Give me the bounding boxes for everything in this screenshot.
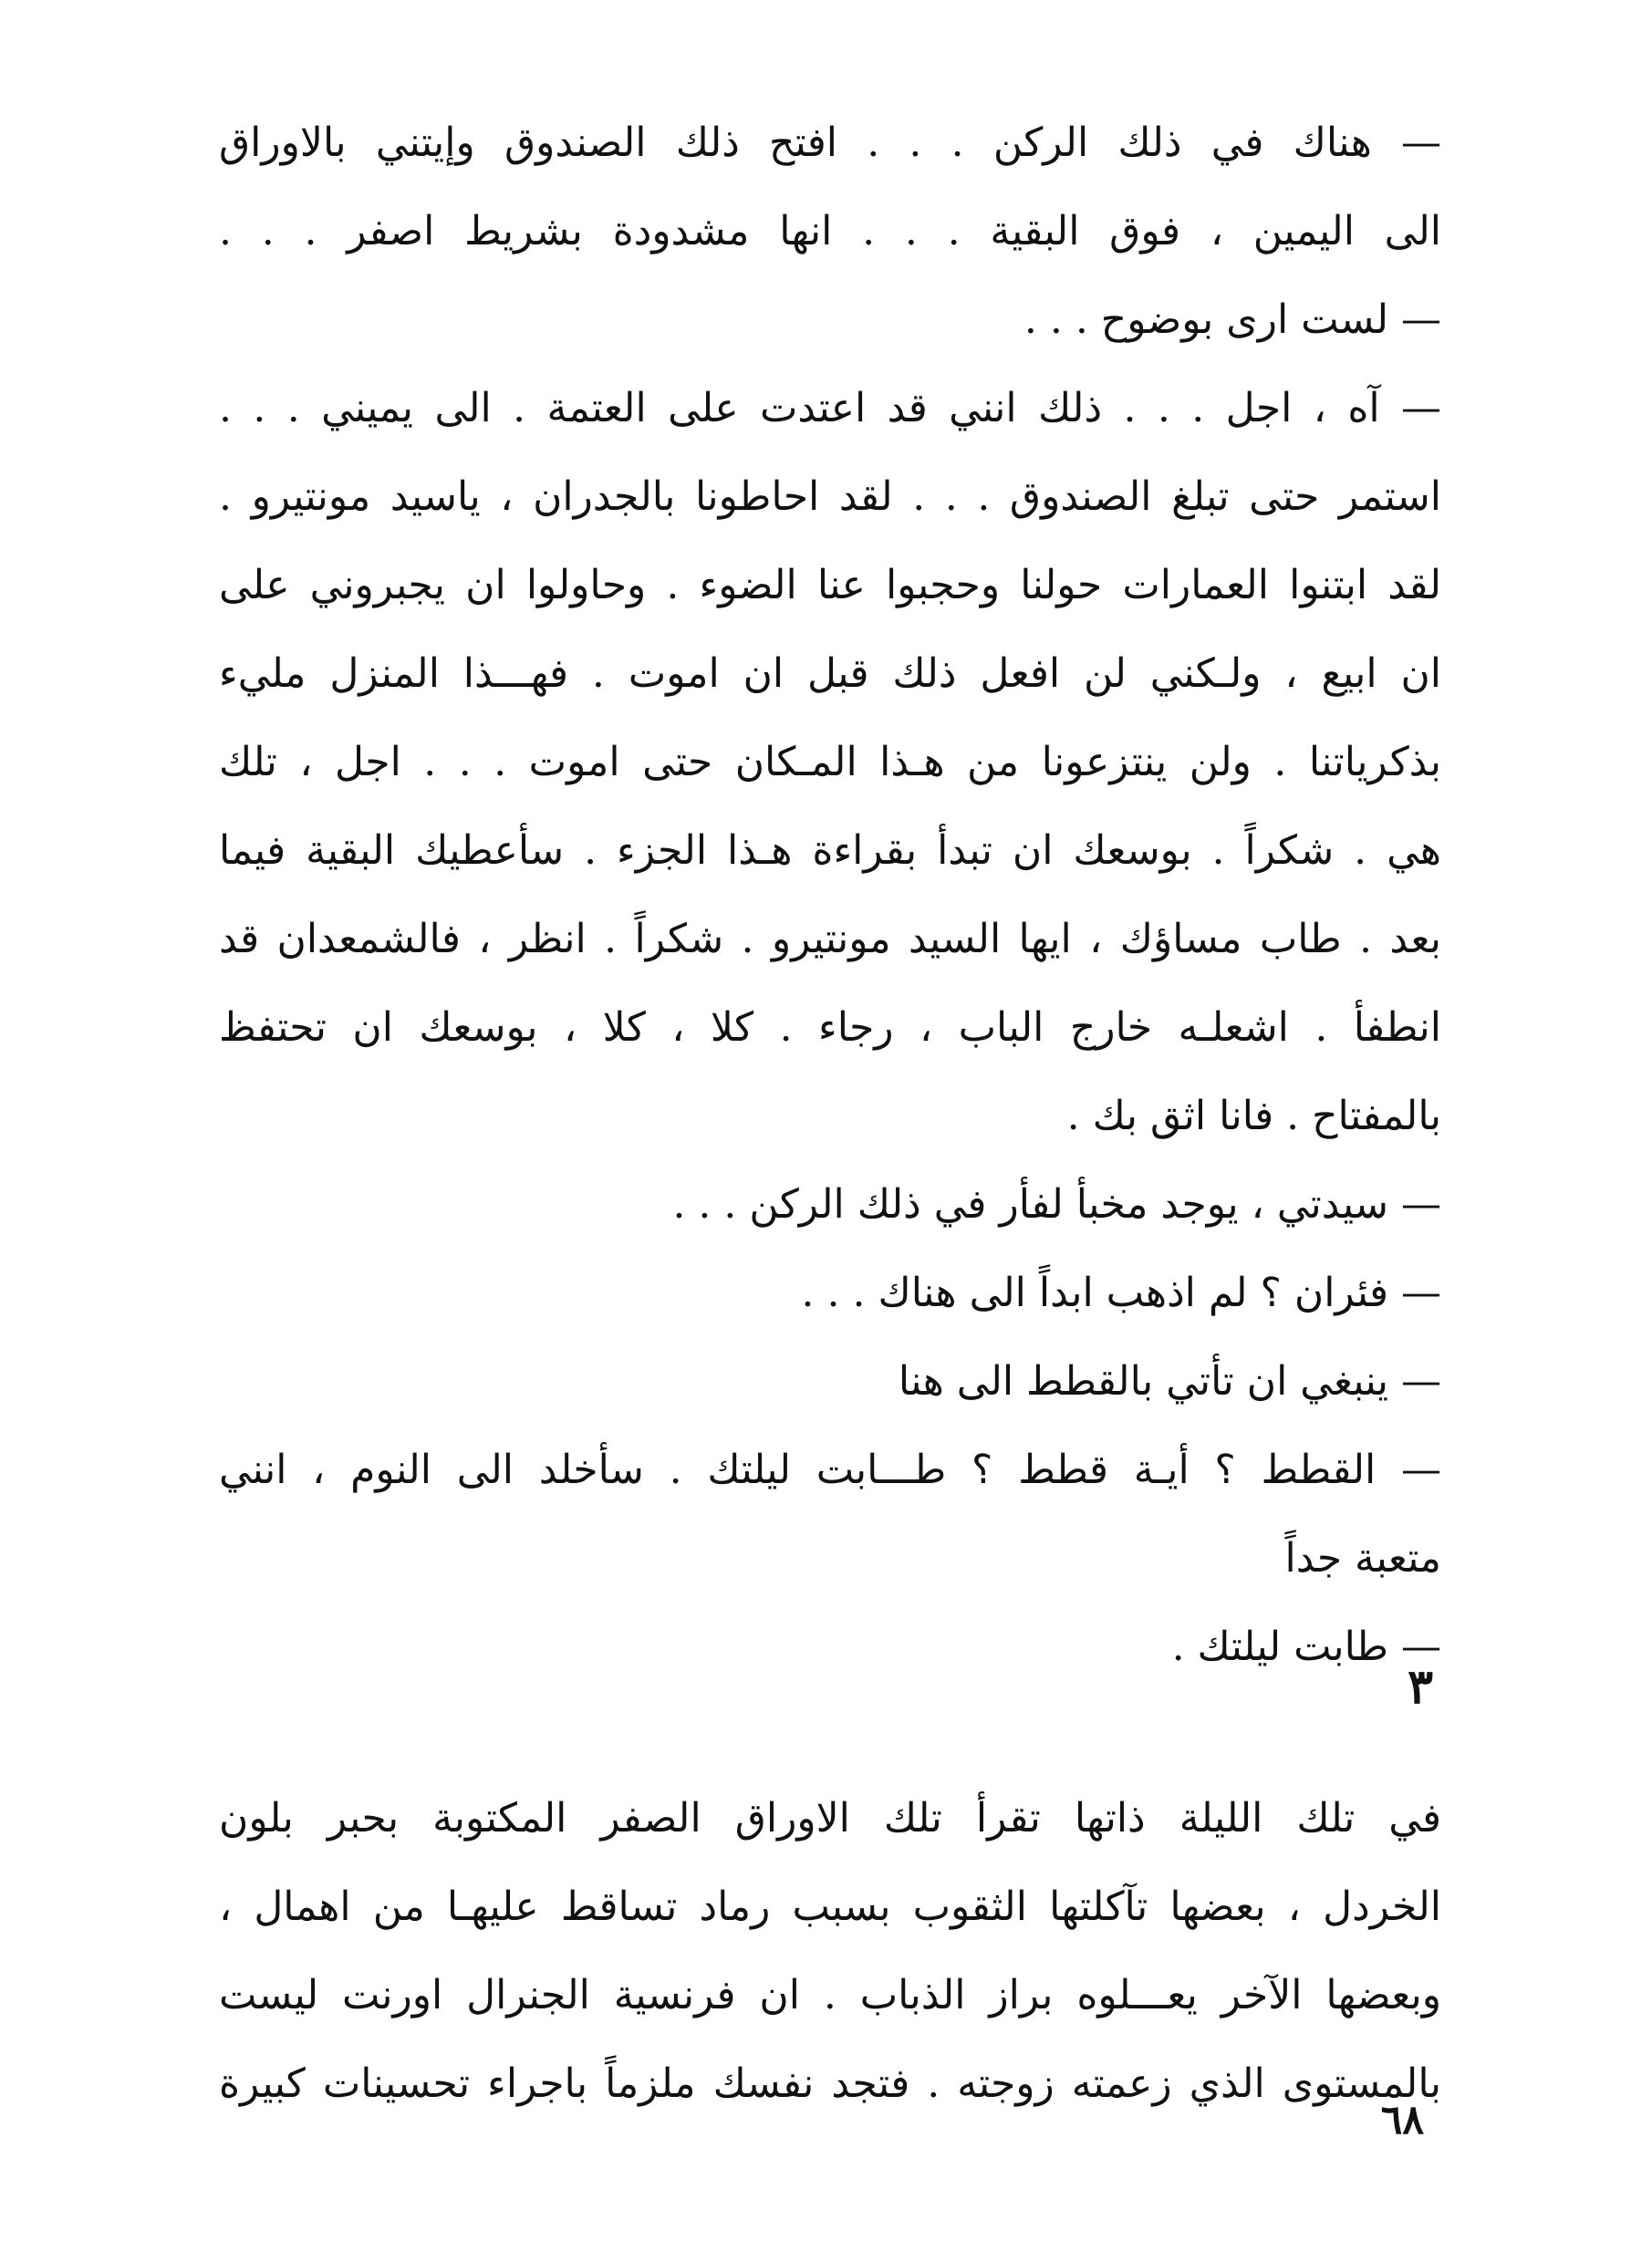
text-line: — فئران ؟ لم اذهب ابداً الى هناك . . . — [801, 1270, 1441, 1316]
text-line: انطفأ . اشعلـه خارج الباب ، رجاء . كلا ، كلا ، بوسعك ان تحتفظ — [219, 1004, 1441, 1051]
text-line: الخردل ، بعضها تآكلتها الثقوب بسبب رماد تساقط عليهـا من اهمال ، — [219, 1883, 1441, 1930]
text-line: — سيدتي ، يوجد مخبأ لفأر في ذلك الركن . . . — [672, 1181, 1441, 1228]
text-line: بذكرياتنا . ولن ينتزعونا من هـذا المـكان حتى اموت . . . اجل ، تلك — [219, 739, 1441, 785]
text-line: ان ابيع ، ولـكني لن افعل ذلك قبل ان اموت . فهـــذا المنزل مليء — [219, 650, 1441, 697]
text-line: بعد . طاب مساؤك ، ايها السيد مونتيرو . شكراً . انظر ، فالشمعدان قد — [219, 916, 1441, 962]
text-line: لقد ابتنوا العمارات حولنا وحجبوا عنا الضوء . وحاولوا ان يجبروني على — [219, 562, 1441, 608]
text-line: في تلك الليلة ذاتها تقرأ تلك الاوراق الصفر المكتوبة بحبر بلون — [219, 1795, 1441, 1842]
text-line: متعبة جداً — [1284, 1535, 1441, 1582]
text-line: الى اليمين ، فوق البقية . . . انها مشدودة بشريط اصفر . . . — [219, 208, 1441, 254]
text-line: بالمستوى الذي زعمته زوجته . فتجد نفسك ملزماً باجراء تحسينات كبيرة — [219, 2060, 1441, 2107]
text-line: — هناك في ذلك الركن . . . افتح ذلك الصندوق وإيتني بالاوراق — [219, 119, 1441, 166]
text-line: هي . شكراً . بوسعك ان تبدأ بقراءة هـذا الجزء . سأعطيك البقية فيما — [219, 827, 1441, 874]
text-line: — لست ارى بوضوح . . . — [1023, 296, 1441, 343]
text-line: وبعضها الآخر يعـــلوه براز الذباب . ان فرنسية الجنرال اورنت ليست — [219, 1972, 1441, 2018]
page-number: ٦٨ — [1380, 2097, 1424, 2143]
text-line: استمر حتى تبلغ الصندوق . . . لقد احاطونا بالجدران ، ياسيد مونتيرو . — [219, 473, 1441, 520]
narrative-block — [219, 1774, 1441, 2128]
section-number: ٣ — [1408, 1659, 1433, 1715]
text-line: — آه ، اجل . . . ذلك انني قد اعتدت على العتمة . الى يميني . . . — [219, 385, 1441, 431]
text-line: — القطط ؟ أيـة قطط ؟ طـــابت ليلتك . سأخلد الى النوم ، انني — [219, 1447, 1441, 1493]
dialogue-block — [219, 99, 1441, 1691]
text-line: — طابت ليلتك . — [1171, 1624, 1441, 1670]
text-line: بالمفتاح . فانا اثق بك . — [1066, 1093, 1441, 1139]
text-line: — ينبغي ان تأتي بالقطط الى هنا — [898, 1358, 1441, 1405]
